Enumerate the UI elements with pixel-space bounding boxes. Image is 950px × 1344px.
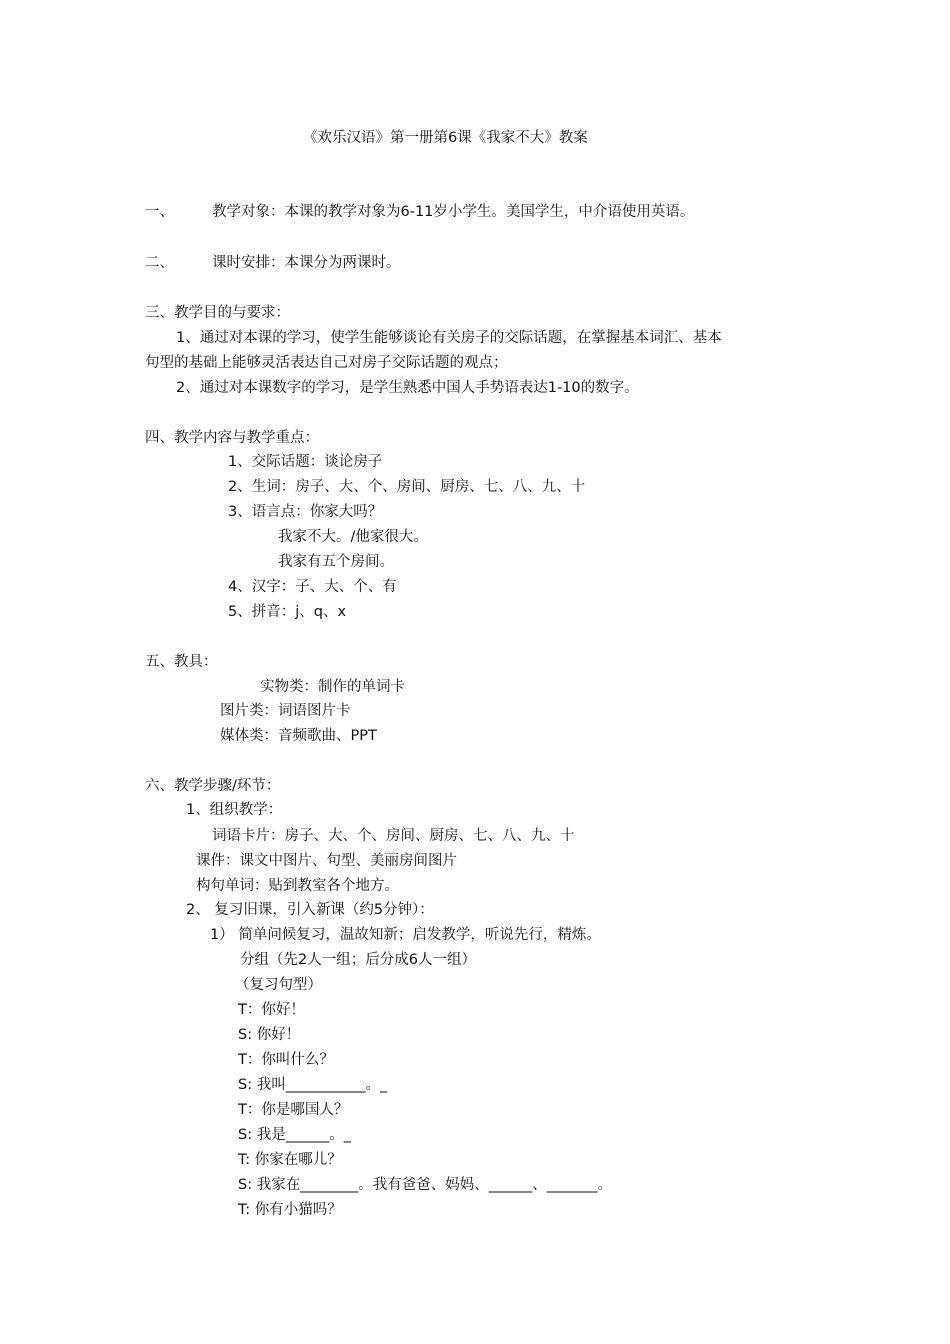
section-4-item: 1、交际话题：谈论房子 — [228, 454, 383, 470]
dialogue-line: T: 你有小猫吗？ — [238, 1202, 342, 1218]
section-5-item: 媒体类：音频歌曲、PPT — [220, 728, 377, 744]
section-4-item: 3、语言点：你家大吗？ — [228, 504, 383, 520]
step-2-heading: 2、 复习旧课，引入新课（约5分钟）： — [186, 902, 434, 918]
section-2-number: 二、 — [145, 255, 174, 271]
dialogue-line: S: 我是______。_ — [238, 1127, 351, 1143]
step-1-item: 课件：课文中图片、句型、美丽房间图片 — [196, 853, 457, 869]
section-5-heading: 五、教具： — [145, 654, 218, 670]
section-6-heading: 六、教学步骤/环节： — [145, 778, 281, 794]
step-1-heading: 1、组织教学： — [186, 802, 283, 818]
review-note: （复习句型） — [235, 977, 322, 993]
section-3-heading: 三、教学目的与要求： — [145, 305, 290, 321]
section-5-item: 实物类：制作的单词卡 — [260, 679, 405, 695]
section-1-number: 一、 — [145, 204, 174, 220]
section-2-text: 课时安排：本课分为两课时。 — [212, 255, 401, 271]
section-4-item: 5、拼音：j、q、x — [228, 604, 347, 620]
section-4-example: 我家有五个房间。 — [278, 554, 394, 570]
step-2-substep-1: 1） 简单问候复习，温故知新；启发教学，听说先行，精炼。 — [210, 927, 601, 943]
section-4-item: 4、汉字：子、大、个、有 — [228, 579, 397, 595]
dialogue-line: T: 你家在哪儿？ — [238, 1152, 342, 1168]
section-3-goal-1-line-1: 1、通过对本课的学习，使学生能够谈论有关房子的交际话题，在掌握基本词汇、基本 — [176, 330, 722, 346]
dialogue-line: S: 你好！ — [238, 1027, 301, 1043]
document-title: 《欢乐汉语》第一册第6课《我家不大》教案 — [303, 130, 588, 146]
step-1-item: 构句单词：贴到教室各个地方。 — [196, 878, 399, 894]
section-4-item: 2、生词：房子、大、个、房间、厨房、七、八、九、十 — [228, 479, 586, 495]
section-3-goal-1-line-2: 句型的基础上能够灵活表达自己对房子交际话题的观点； — [145, 355, 508, 371]
section-1-text: 教学对象：本课的教学对象为6-11岁小学生。美国学生，中介语使用英语。 — [212, 204, 695, 220]
section-4-example: 我家不大。/他家很大。 — [278, 529, 428, 545]
step-1-item: 词语卡片：房子、大、个、房间、厨房、七、八、九、十 — [212, 828, 575, 844]
dialogue-line: T：你好！ — [238, 1002, 305, 1018]
section-4-heading: 四、教学内容与教学重点： — [145, 430, 319, 446]
section-5-item: 图片类：词语图片卡 — [220, 703, 351, 719]
dialogue-line: T：你叫什么？ — [238, 1052, 334, 1068]
dialogue-line: S: 我家在________。我有爸爸、妈妈、______、_______。 — [238, 1177, 612, 1193]
section-3-goal-2: 2、通过对本课数字的学习，是学生熟悉中国人手势语表达1-10的数字。 — [176, 380, 639, 396]
dialogue-line: S: 我叫___________。_ — [238, 1077, 388, 1093]
dialogue-line: T：你是哪国人？ — [238, 1102, 349, 1118]
grouping-note: 分组（先2人一组；后分成6人一组） — [240, 952, 476, 968]
